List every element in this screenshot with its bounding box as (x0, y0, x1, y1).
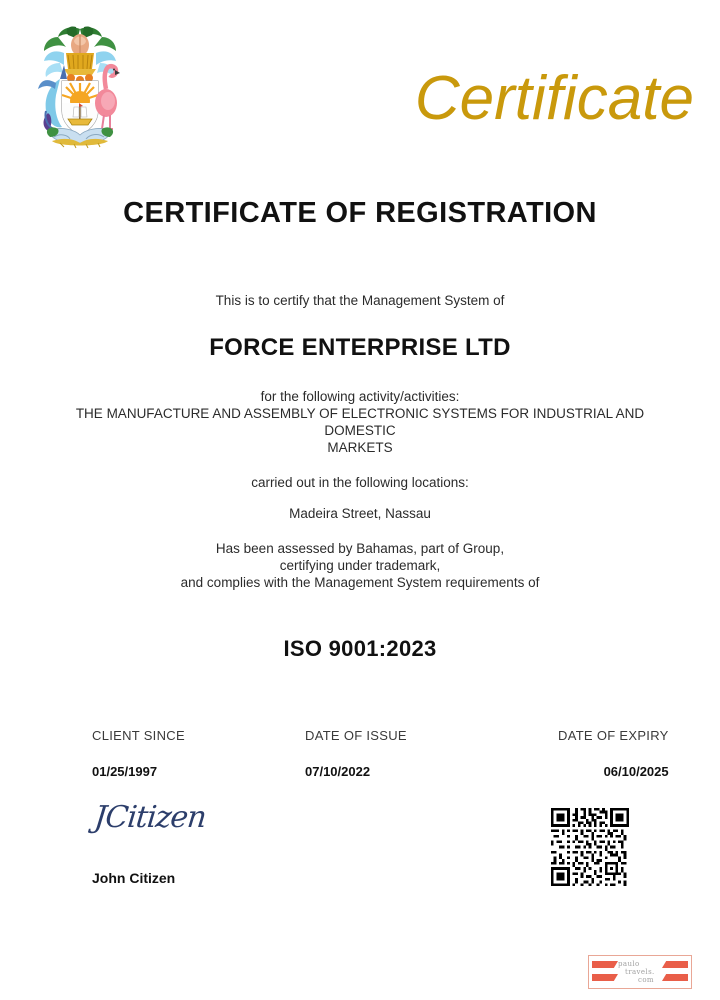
client-since-value: 01/25/1997 (92, 764, 158, 779)
date-of-expiry-label: DATE OF EXPIRY (558, 728, 669, 743)
client-since-label: CLIENT SINCE (92, 728, 185, 743)
page-title: CERTIFICATE OF REGISTRATION (123, 197, 597, 229)
date-column-issue (305, 728, 407, 779)
signature-mark: JCitizen (92, 800, 208, 835)
standard-name: ISO 9001:2023 (283, 636, 437, 661)
logo-bar-left-top (592, 961, 618, 968)
qr-code-icon[interactable] (551, 800, 629, 894)
certificate-header (0, 18, 720, 168)
logo-text-line-2: travels. (625, 968, 655, 976)
activity-line-2: DOMESTIC (324, 423, 396, 438)
signature-block (92, 795, 352, 886)
date-column-expiry (558, 728, 669, 779)
certificate-wordmark: Certificate (414, 64, 694, 133)
assessed-line-2: certifying under trademark, (279, 558, 441, 573)
date-of-expiry-value: 06/10/2025 (603, 764, 669, 779)
logo-text-line-1: paulo (618, 960, 640, 968)
assessed-line-3: and complies with the Management System requirements of (180, 575, 540, 590)
dates-row (0, 728, 720, 788)
signatory-name: John Citizen (92, 870, 176, 886)
logo-text (618, 960, 676, 984)
spacer (0, 491, 720, 505)
location-value: Madeira Street, Nassau (289, 506, 431, 521)
spacer (0, 522, 720, 540)
locations-intro: carried out in the following locations: (251, 475, 469, 490)
bahamas-coat-of-arms-icon (30, 23, 130, 153)
company-name: FORCE ENTERPRISE LTD (209, 334, 511, 361)
spacer (0, 456, 720, 474)
certify-line: This is to certify that the Management System of (215, 293, 505, 308)
activity-line-3: MARKETS (327, 440, 393, 455)
date-of-issue-label: DATE OF ISSUE (305, 728, 407, 743)
logo-bar-left-bottom (592, 974, 618, 981)
activity-line-1: THE MANUFACTURE AND ASSEMBLY OF ELECTRONIC SYSTEMS FOR INDUSTRIAL AND (75, 406, 645, 421)
activity-intro: for the following activity/activities: (260, 389, 460, 404)
date-of-issue-value: 07/10/2022 (305, 764, 371, 779)
assessed-line-1: Has been assessed by Bahamas, part of Group, (215, 541, 505, 556)
watermark-logo (588, 955, 692, 989)
certificate-body (0, 292, 720, 591)
date-column-client-since (92, 728, 185, 779)
logo-text-line-3: com (638, 976, 654, 984)
